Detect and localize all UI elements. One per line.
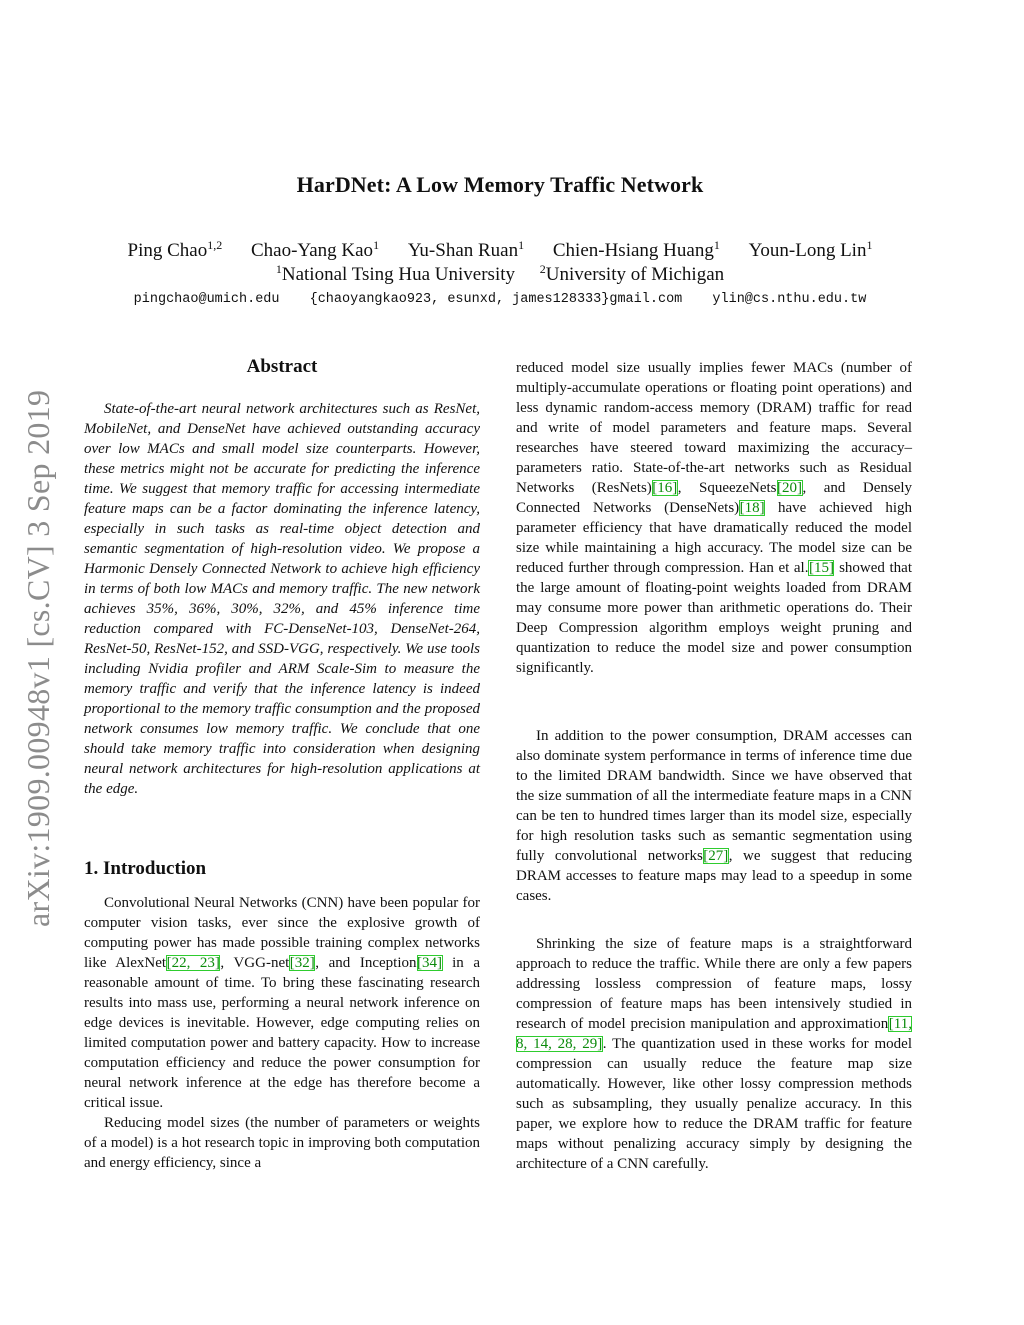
- author: Youn-Long Lin$^1$: [748, 238, 873, 261]
- affiliation: $^2$University of Michigan: [539, 262, 725, 285]
- author: Ping Chao$^{1,2}$: [127, 238, 223, 261]
- abstract-body: [84, 399, 480, 799]
- email-list: [0, 292, 1000, 307]
- intro-left-column: [84, 893, 480, 1173]
- intro-right-column-top: [516, 358, 912, 678]
- author-list: [0, 240, 1000, 262]
- paragraph: reduced model size usually implies fewer MACs (number of multiply-accumulate operations or floating point operations) and less dynamic random-access memory (DRAM) traffic for read and write of model parameters and feature maps. Several researches have steered toward maximizing the accuracy–parameters ratio. State-of-the-art networks such as Residual Networks (ResNets)[16], SqueezeNets[20], and Densely Connected Networks (DenseNets)[18] have achieved high parameter efficiency that have dramatically reduced the model size while maintaining a high accuracy. The model size can be reduced further through compression. Han et al.[15] showed that the large amount of floating-point weights loaded from DRAM may consume more power than arithmetic operations do. Their Deep Compression algorithm employs weight pruning and quantization to reduce the model size and power consumption significantly.: [516, 360, 913, 676]
- email: {chaoyangkao923, esunxd, james128333}gmail.com: [309, 292, 683, 307]
- author: Yu-Shan Ruan$^1$: [407, 238, 525, 261]
- arxiv-margin-note: arXiv:1909.00948v1 [cs.CV] 3 Sep 2019: [20, 389, 56, 927]
- citation-link[interactable]: [27]: [703, 848, 729, 864]
- citation-link[interactable]: [32]: [289, 955, 315, 971]
- paragraph: In addition to the power consumption, DRAM accesses can also dominate system performance in terms of inference time due to the limited DRAM bandwidth. Since we have observed that the size summation of all the intermediate feature maps in a CNN can be ten to hundred times larger than its model size, especially for high resolution tasks such as semantic segmentation using fully convolutional networks[27], we suggest that reducing DRAM accesses to feature maps may lead to a speedup in some cases.: [516, 728, 912, 904]
- affiliation: $^1$National Tsing Hua University: [275, 262, 516, 285]
- paper-title: HarDNet: A Low Memory Traffic Network: [296, 172, 704, 197]
- section-heading: 1. Introduction: [84, 858, 207, 879]
- citation-link[interactable]: [15]: [808, 560, 834, 576]
- citation-link[interactable]: [20]: [777, 480, 802, 496]
- citation-link[interactable]: [16]: [652, 480, 678, 496]
- abstract-heading: Abstract: [246, 356, 318, 377]
- citation-link[interactable]: [22, 23]: [166, 955, 220, 971]
- citation-link[interactable]: [18]: [739, 500, 765, 516]
- paragraph: Convolutional Neural Networks (CNN) have been popular for computer vision tasks, ever since the explosive growth of computing power has made possible training complex networks like AlexNet[22, 23], VGG-net[32], and Inception[34] in a reasonable amount of time. To bring these fascinating research results into mass use, performing a neural network inference on edge devices is inevitable. However, edge computing relies on limited computation power and battery capacity. How to increase computation efficiency and reduce the power consumption for neural network inference at the edge has therefore become a critical issue.: [84, 895, 481, 1111]
- paragraph: Reducing model sizes (the number of parameters or weights of a model) is a hot research topic in improving both computation and energy efficiency, since a: [84, 1115, 480, 1171]
- intro-right-column-bottom: [516, 934, 912, 1174]
- abstract-text: State-of-the-art neural network architectures such as ResNet, MobileNet, and DenseNet have achieved outstanding accuracy over low MACs and small model size counterparts. However, these metrics might not be accurate for predicting the inference time. We suggest that memory traffic for accessing intermediate feature maps can be a factor dominating the inference latency, especially in such tasks as real-time object detection and semantic segmentation of high-resolution video. We propose a Harmonic Densely Connected Network to achieve high efficiency in terms of both low MACs and memory traffic. The new network achieves 35%, 36%, 30%, 32%, and 45% inference time reduction compared with FC-DenseNet-103, DenseNet-264, ResNet-50, ResNet-152, and SSD-VGG, respectively. We use tools including Nvidia profiler and ARM Scale-Sim to measure the memory traffic and verify that the inference latency is indeed proportional to the memory traffic consumption and the proposed network consumes low memory traffic. We conclude that one should take memory traffic into consideration when designing neural network architectures for high-resolution applications at the edge.: [84, 401, 480, 797]
- paragraph: Shrinking the size of feature maps is a straightforward approach to reduce the traffic. While there are only a few papers addressing lossless compression of feature maps, lossy compression of feature maps has been intensively studied in research of model precision manipulation and approximation[11, 8, 14, 28, 29]. The quantization used in these works for model compression can usually reduce the feature map size automatically. However, like other lossy compression methods such as subsampling, they usually penalize accuracy. In this paper, we explore how to reduce the DRAM traffic for feature maps without penalizing accuracy simply by designing the architecture of a CNN carefully.: [516, 936, 912, 1172]
- email: ylin@cs.nthu.edu.tw: [712, 292, 867, 307]
- email: pingchao@umich.edu: [133, 292, 280, 307]
- intro-right-column-middle: [516, 726, 912, 906]
- author: Chien-Hsiang Huang$^1$: [552, 238, 720, 261]
- citation-link[interactable]: [11, 8, 14, 28, 29]: [516, 1016, 912, 1052]
- author: Chao-Yang Kao$^1$: [250, 238, 380, 261]
- affiliation-list: [0, 264, 1000, 286]
- citation-link[interactable]: [34]: [417, 955, 443, 971]
